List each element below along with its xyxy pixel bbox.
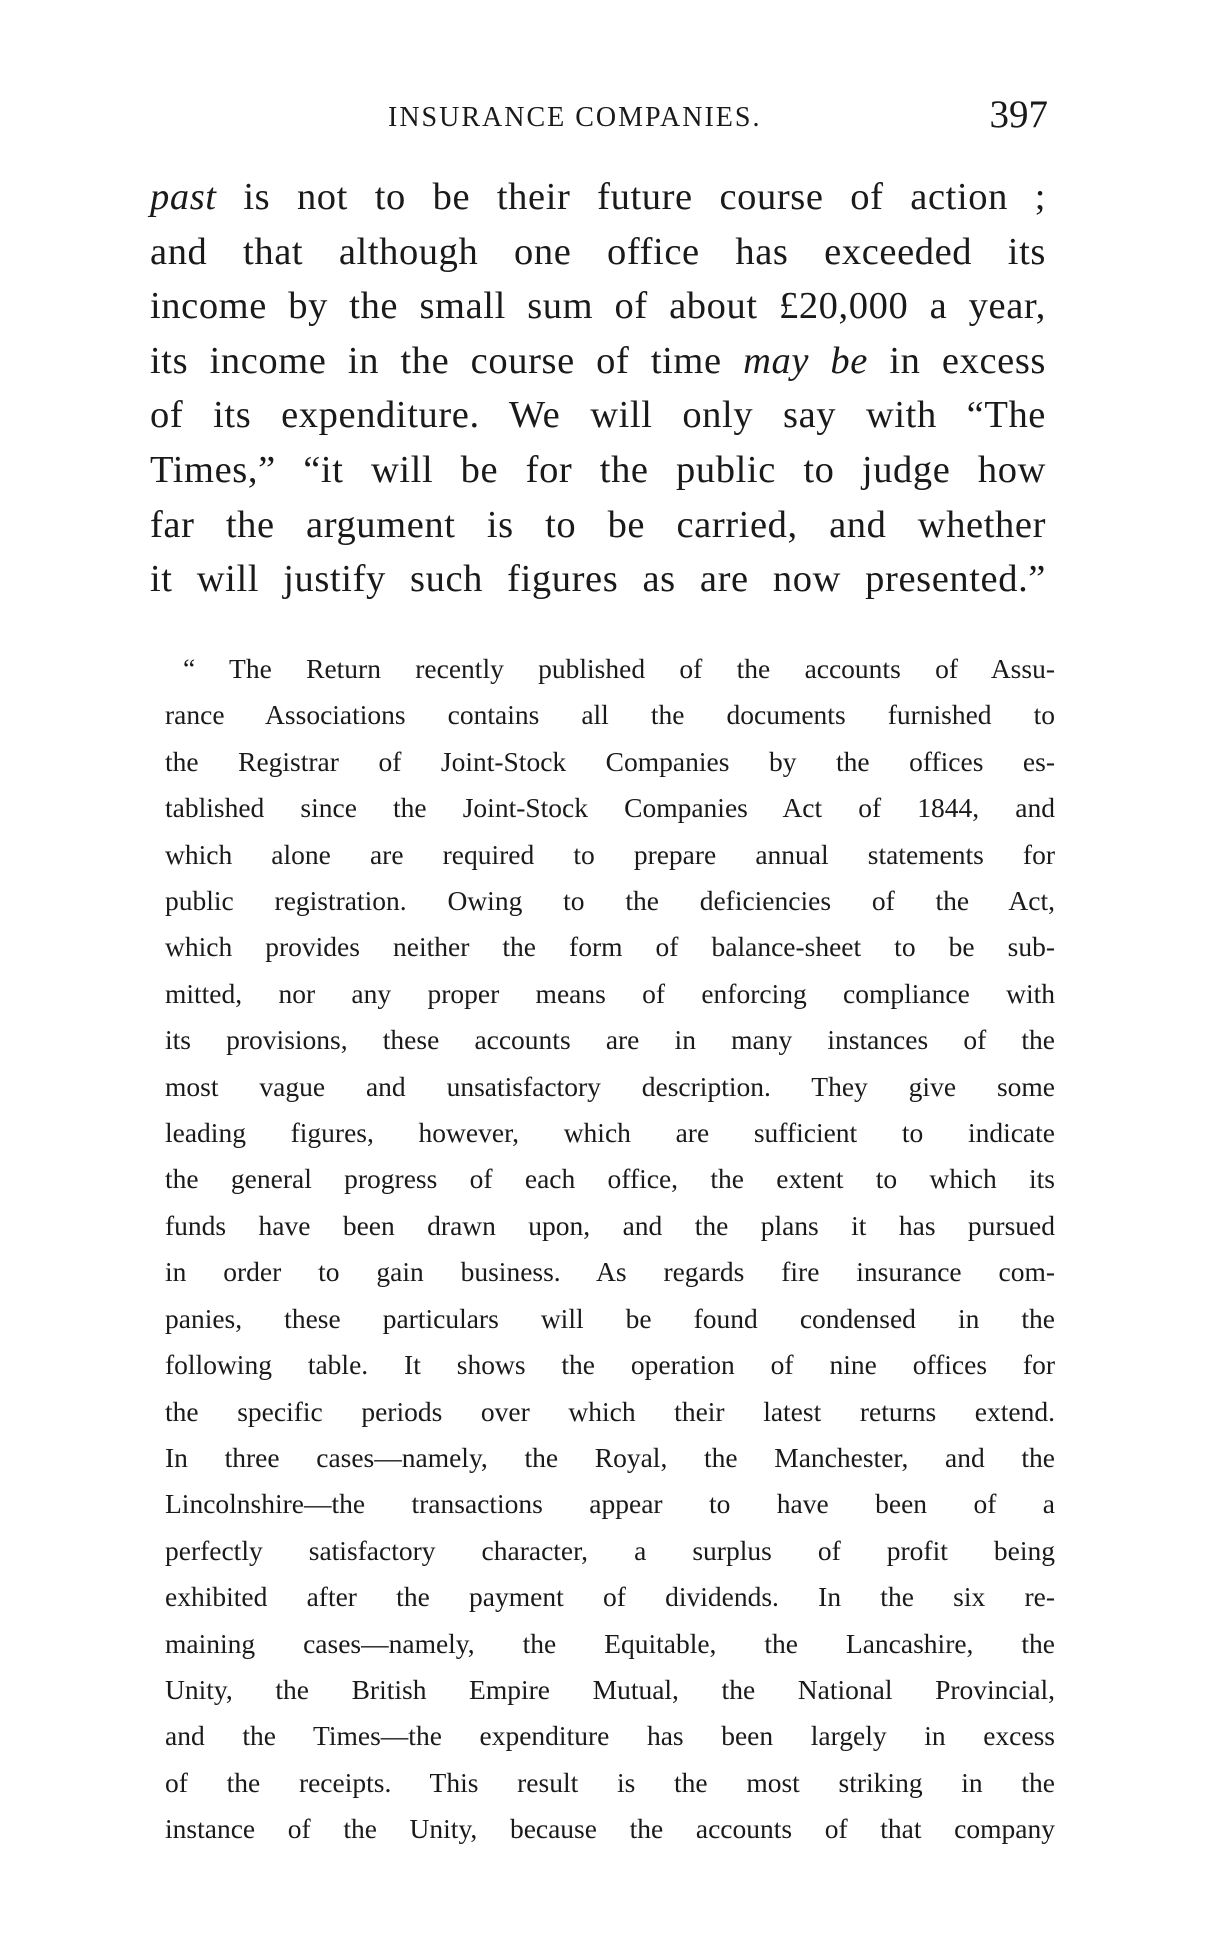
body-line (150, 552, 1046, 607)
quote-line: and the Times—the expenditure has been largely in excess (165, 1720, 1055, 1752)
body-line (150, 498, 1046, 553)
quote-line: which provides neither the form of balance-sheet to be sub- (165, 931, 1055, 963)
body-line-text: Times,” “it will be for the public to judge how (150, 448, 1046, 491)
quote-line: Lincolnshire—the transactions appear to have been of a (165, 1488, 1055, 1520)
body-line-text: is not to be their future course of action ; (216, 176, 1046, 218)
quote-line: funds have been drawn upon, and the plans it has pursued (165, 1209, 1055, 1241)
quote-line: its provisions, these accounts are in many instances of the (165, 1024, 1055, 1056)
quoted-passage (165, 646, 1055, 1853)
main-paragraph (150, 170, 1046, 607)
running-head (148, 92, 1048, 142)
body-line (150, 225, 1046, 280)
quote-line: panies, these particulars will be found condensed in the (165, 1302, 1055, 1334)
body-line-text: income by the small sum of about £20,000 a year, (150, 285, 1046, 328)
quote-line: instance of the Unity, because the accounts of that company (165, 1813, 1055, 1845)
quote-line: the specific periods over which their latest returns extend. (165, 1395, 1055, 1427)
body-line (150, 388, 1046, 443)
body-line-text: in excess (867, 339, 1046, 382)
quote-line: maining cases—namely, the Equitable, the Lancashire, the (165, 1627, 1055, 1659)
body-line-text: and that although one office has exceeded its (150, 230, 1046, 273)
quote-line: tablished since the Joint-Stock Companies Act of 1844, and (165, 792, 1055, 824)
body-line-text: of its expenditure. We will only say with “The (150, 394, 1046, 437)
quote-line: In three cases—namely, the Royal, the Manchester, and the (165, 1441, 1055, 1473)
body-line-text: it will justify such figures as are now presented.” (150, 558, 1046, 601)
running-title: INSURANCE COMPANIES. (388, 102, 762, 133)
quote-line: public registration. Owing to the deficiencies of the Act, (165, 885, 1055, 917)
body-line (150, 443, 1046, 498)
quote-line: mitted, nor any proper means of enforcing compliance with (165, 977, 1055, 1009)
quote-line: rance Associations contains all the documents furnished to (165, 699, 1055, 731)
quote-line: “ The Return recently published of the accounts of Assu- (183, 653, 1055, 684)
body-line (150, 170, 1046, 225)
quote-line: of the receipts. This result is the most striking in the (165, 1766, 1055, 1798)
italic-word: may be (743, 339, 868, 382)
quote-line: which alone are required to prepare annual statements for (165, 838, 1055, 870)
page-number: 397 (989, 93, 1048, 136)
quote-line: most vague and unsatisfactory description. They give some (165, 1070, 1055, 1102)
body-line-text: its income in the course of time (150, 339, 744, 382)
body-line (150, 279, 1046, 334)
quote-line: the general progress of each office, the extent to which its (165, 1163, 1055, 1195)
quote-line: in order to gain business. As regards fire insurance com- (165, 1256, 1055, 1288)
quote-line: following table. It shows the operation of nine offices for (165, 1349, 1055, 1381)
quote-line: the Registrar of Joint-Stock Companies by the offices es- (165, 745, 1055, 777)
quote-line: Unity, the British Empire Mutual, the National Provincial, (165, 1673, 1055, 1705)
quote-line: leading figures, however, which are sufficient to indicate (165, 1117, 1055, 1149)
body-line-text: far the argument is to be carried, and whether (150, 503, 1046, 546)
body-line (150, 334, 1046, 389)
quote-line: perfectly satisfactory character, a surplus of profit being (165, 1534, 1055, 1566)
quote-line: exhibited after the payment of dividends. In the six re- (165, 1581, 1055, 1613)
italic-word: past (150, 176, 217, 218)
